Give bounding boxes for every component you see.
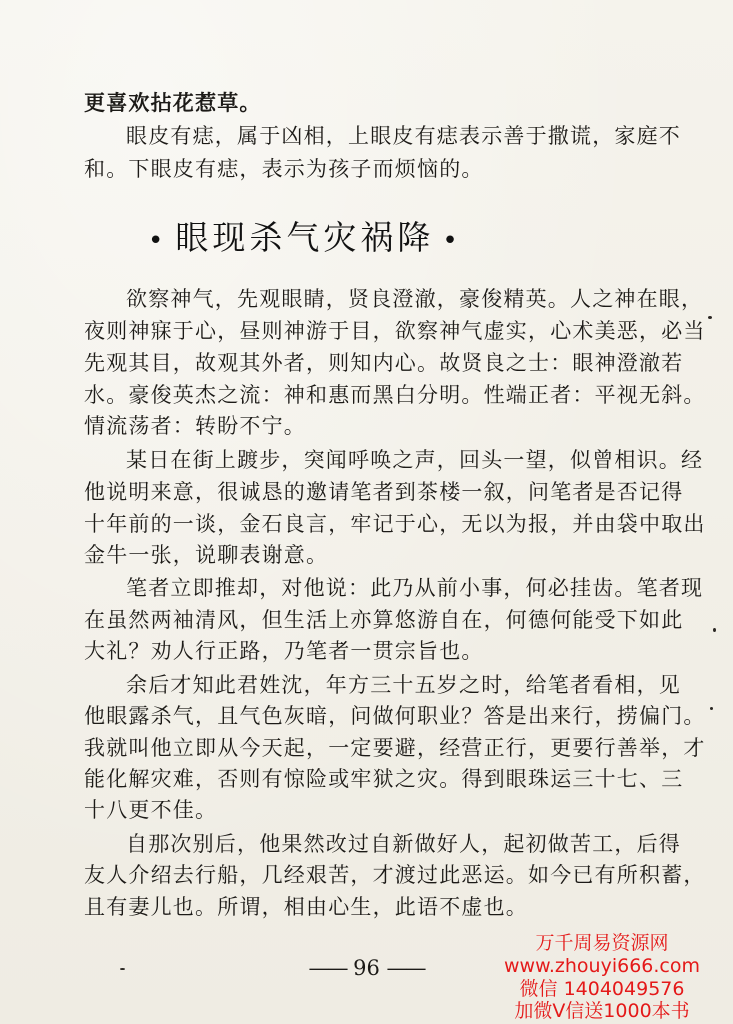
paragraph-line: 十八更不佳。 [84, 798, 218, 822]
watermark-wechat: 微信 1404049576 [519, 978, 685, 1000]
page-number-dash-left: —— [308, 956, 347, 980]
paragraph-line: 更喜欢拈花惹草。 [84, 90, 262, 115]
print-speck [708, 316, 712, 319]
paragraph-line: 自那次别后，他果然改过自新做好人，起初做苦工，后得 [126, 832, 681, 856]
heading-bullet-right: • [442, 226, 462, 256]
heading-bullet-left: • [148, 226, 168, 256]
paragraph-line: 笔者立即推却，对他说：此乃从前小事，何必挂齿。笔者现 [126, 576, 704, 600]
print-speck [713, 628, 716, 632]
paragraph-line: 我就叫他立即从今天起，一定要避，经营正行，更要行善举，才 [84, 736, 706, 760]
paragraph-line: 夜则神寐于心，昼则神游于目，欲察神气虚实，心术美恶，必当 [84, 319, 706, 343]
paragraph-line: 且有妻儿也。所谓，相由心生，此语不虚也。 [84, 895, 528, 919]
paragraph-line: 欲察神气，先观眼睛，贤良澄澈，豪俊精英。人之神在眼， [126, 287, 704, 311]
paragraph-line: 先观其目，故观其外者，则知内心。故贤良之士：眼神澄澈若 [84, 351, 684, 375]
paragraph-line: 水。豪俊英杰之流：神和惠而黑白分明。性端正者：平视无斜。 [84, 383, 706, 407]
paragraph-line: 他说明来意，很诚恳的邀请笔者到茶楼一叙，问笔者是否记得 [84, 480, 684, 504]
paragraph-line: 金牛一张，说聊表谢意。 [84, 543, 329, 567]
watermark-url: www.zhouyi666.com [503, 955, 700, 977]
paragraph-line: 余后才知此君姓沈，年方三十五岁之时，给笔者看相，见 [126, 673, 681, 697]
paragraph-line: 在虽然两袖清风，但生活上亦算悠游自在，何德何能受下如此 [84, 608, 684, 632]
paragraph-line: 和。下眼皮有痣，表示为孩子而烦恼的。 [84, 157, 484, 181]
section-heading [140, 216, 470, 263]
page-number-dash-right: —— [386, 956, 425, 980]
paragraph-line: 他眼露杀气，且气色灰暗，问做何职业？答是出来行，捞偏门。 [84, 704, 706, 728]
page-number-value: 96 [353, 956, 380, 980]
paragraph-line: 情流荡者：转盼不宁。 [84, 414, 306, 438]
paragraph-line: 某日在街上踱步，突闻呼唤之声，回头一望，似曾相识。经 [126, 448, 704, 472]
paragraph-line: 眼皮有痣，属于凶相，上眼皮有痣表示善于撒谎，家庭不 [126, 124, 681, 148]
print-speck [710, 707, 713, 710]
watermark-site-name: 万千周易资源网 [535, 932, 669, 954]
paragraph-line: 大礼？劝人行正路，乃笔者一贯宗旨也。 [84, 639, 484, 663]
print-speck [120, 968, 125, 970]
paragraph-line: 友人介绍去行船，几经艰苦，才渡过此恶运。如今已有所积蓄， [84, 863, 706, 887]
watermark-promo: 加微V信送1000本书 [514, 1000, 690, 1022]
paragraph-line: 能化解灾难，否则有惊险或牢狱之灾。得到眼珠运三十七、三 [84, 767, 684, 791]
paragraph-line: 十年前的一谈，金石良言，牢记于心，无以为报，并由袋中取出 [84, 512, 706, 536]
heading-text: 眼现杀气灾祸降 [175, 218, 435, 257]
